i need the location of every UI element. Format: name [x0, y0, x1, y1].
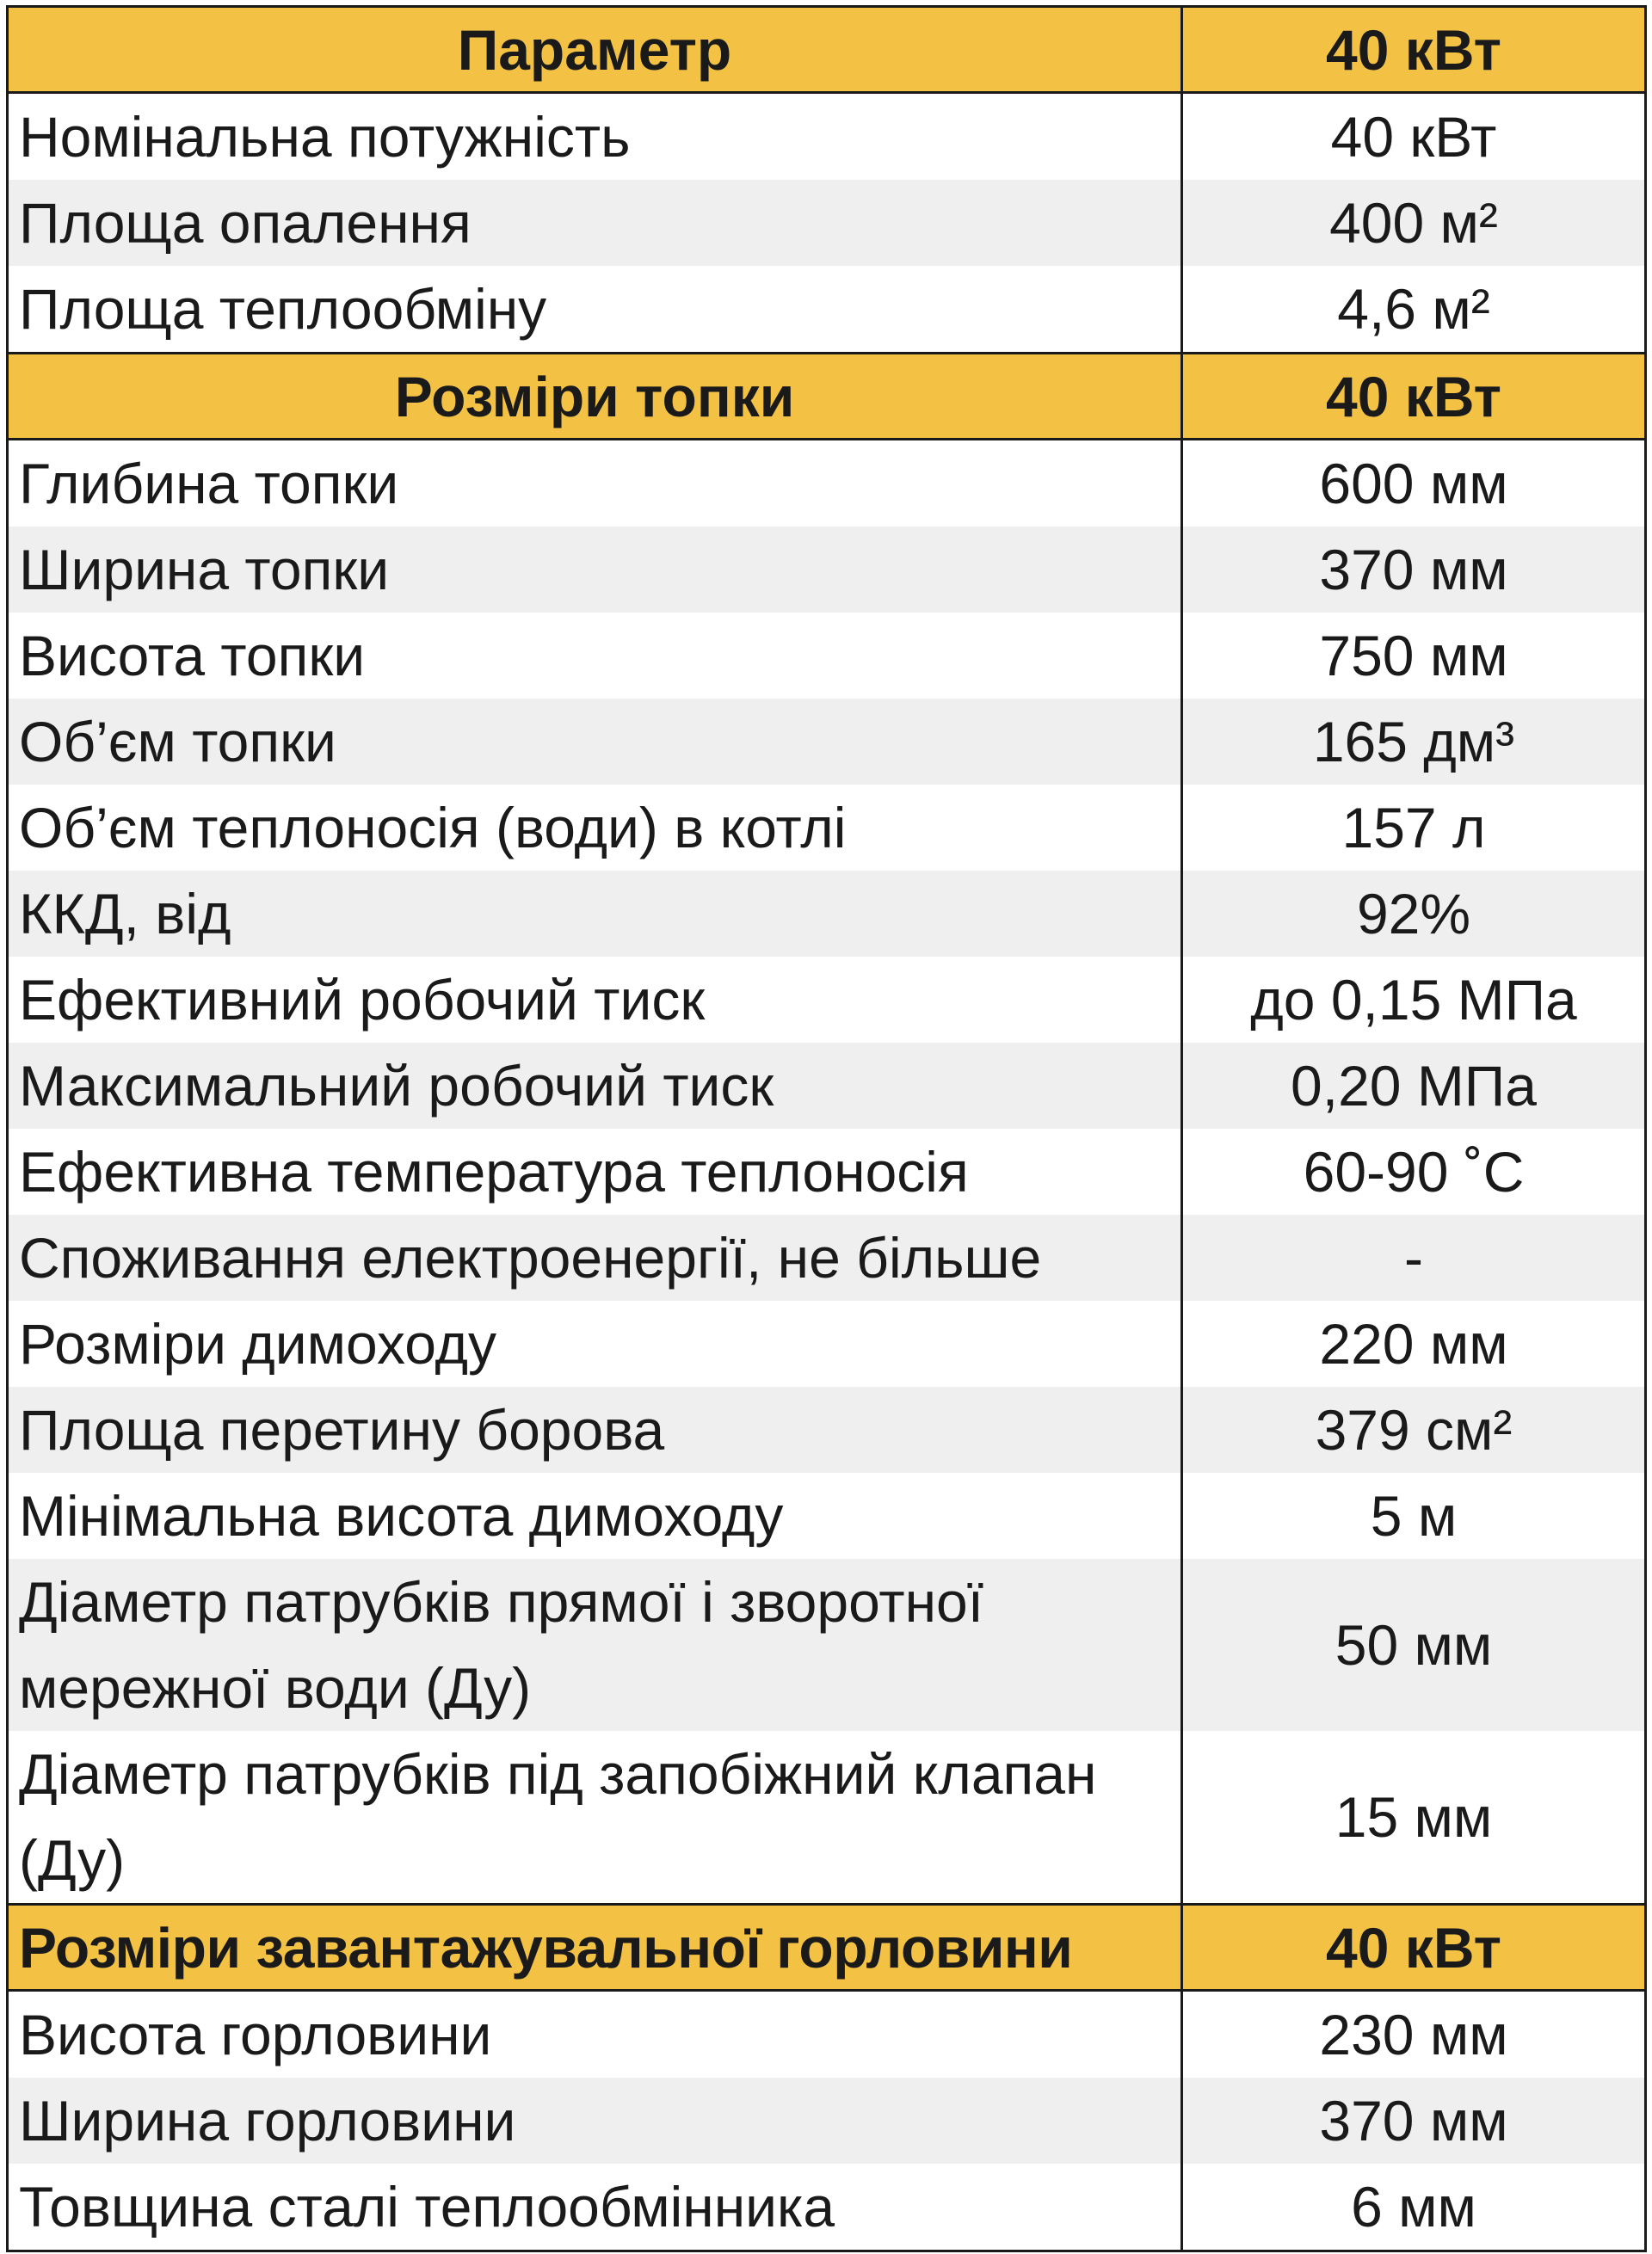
row-label: Площа опалення: [8, 180, 1182, 266]
table-row: [8, 2078, 1646, 2164]
section-header-label: Параметр: [8, 7, 1182, 93]
row-value: 379 см²: [1182, 1387, 1646, 1473]
section-header-firebox: [8, 354, 1646, 440]
row-value: 5 м: [1370, 1484, 1458, 1548]
row-value: 40 кВт: [1330, 105, 1497, 169]
row-label: Висота топки: [8, 613, 1182, 699]
row-value: 230 мм: [1319, 2003, 1508, 2066]
row-value: 15 мм: [1335, 1785, 1493, 1849]
row-label: Розміри димоходу: [8, 1301, 1182, 1387]
table-row: [8, 266, 1646, 354]
table-row: [8, 1301, 1646, 1387]
row-value: 50 мм: [1182, 1559, 1646, 1731]
row-value: 400 м²: [1182, 180, 1646, 266]
row-value: 6 мм: [1351, 2175, 1476, 2239]
row-value: 60-90 ˚С: [1303, 1140, 1525, 1204]
row-label: Максимальний робочий тиск: [8, 1043, 1182, 1129]
row-value: -: [1182, 1215, 1646, 1301]
row-label: Об’єм топки: [8, 699, 1182, 785]
row-value: 157 л: [1341, 796, 1486, 859]
table-row: [8, 440, 1646, 527]
row-label: Ефективний робочий тиск: [8, 957, 1182, 1043]
row-value: 92%: [1182, 871, 1646, 957]
row-label: Діаметр патрубків прямої і зворотної мережної води (Ду): [8, 1559, 1182, 1731]
row-value: 165 дм³: [1182, 699, 1646, 785]
table-row: [8, 1387, 1646, 1473]
row-value: 4,6 м²: [1337, 277, 1490, 341]
section-header-value: 40 кВт: [1182, 354, 1646, 440]
row-label: Діаметр патрубків під запобіжний клапан (Ду): [8, 1731, 1182, 1905]
table-row: [8, 1731, 1646, 1905]
section-header-loading-door: [8, 1905, 1646, 1991]
row-label: Площа теплообміну: [8, 266, 1182, 354]
table-row: [8, 785, 1646, 871]
row-value: 0,20 МПа: [1182, 1043, 1646, 1129]
table-row: [8, 2164, 1646, 2251]
section-header-label: Розміри завантажувальної горловини: [8, 1905, 1182, 1991]
row-label: Ефективна температура теплоносія: [8, 1129, 1182, 1215]
row-value: до 0,15 МПа: [1250, 968, 1577, 1032]
table-row: [8, 1129, 1646, 1215]
row-label: Споживання електроенергії, не більше: [8, 1215, 1182, 1301]
row-value: 370 мм: [1182, 2078, 1646, 2164]
table-row: [8, 613, 1646, 699]
table-row: [8, 957, 1646, 1043]
row-value: 370 мм: [1182, 527, 1646, 613]
row-value: 220 мм: [1319, 1312, 1508, 1376]
row-label: Площа перетину борова: [8, 1387, 1182, 1473]
row-label: Глибина топки: [8, 440, 1182, 527]
row-label: Об’єм теплоносія (води) в котлі: [8, 785, 1182, 871]
row-label: Висота горловини: [8, 1991, 1182, 2078]
row-label: Ширина топки: [8, 527, 1182, 613]
table-row: [8, 871, 1646, 957]
section-header-value: 40 кВт: [1182, 1905, 1646, 1991]
row-label: Номінальна потужність: [8, 93, 1182, 181]
table-row: [8, 1473, 1646, 1559]
section-header-label: Розміри топки: [8, 354, 1182, 440]
section-header-parameter: [8, 7, 1646, 93]
table-row: [8, 527, 1646, 613]
table-row: [8, 1559, 1646, 1731]
table-row: [8, 1043, 1646, 1129]
spec-table: [6, 5, 1647, 2252]
row-label: Товщина сталі теплообмінника: [8, 2164, 1182, 2251]
row-label: Ширина горловини: [8, 2078, 1182, 2164]
row-label: ККД, від: [8, 871, 1182, 957]
table-row: [8, 1991, 1646, 2078]
table-row: [8, 699, 1646, 785]
section-header-value: 40 кВт: [1182, 7, 1646, 93]
row-value: 750 мм: [1319, 624, 1508, 687]
table-row: [8, 180, 1646, 266]
table-row: [8, 93, 1646, 181]
table-row: [8, 1215, 1646, 1301]
row-value: 600 мм: [1319, 452, 1508, 515]
row-label: Мінімальна висота димоходу: [8, 1473, 1182, 1559]
